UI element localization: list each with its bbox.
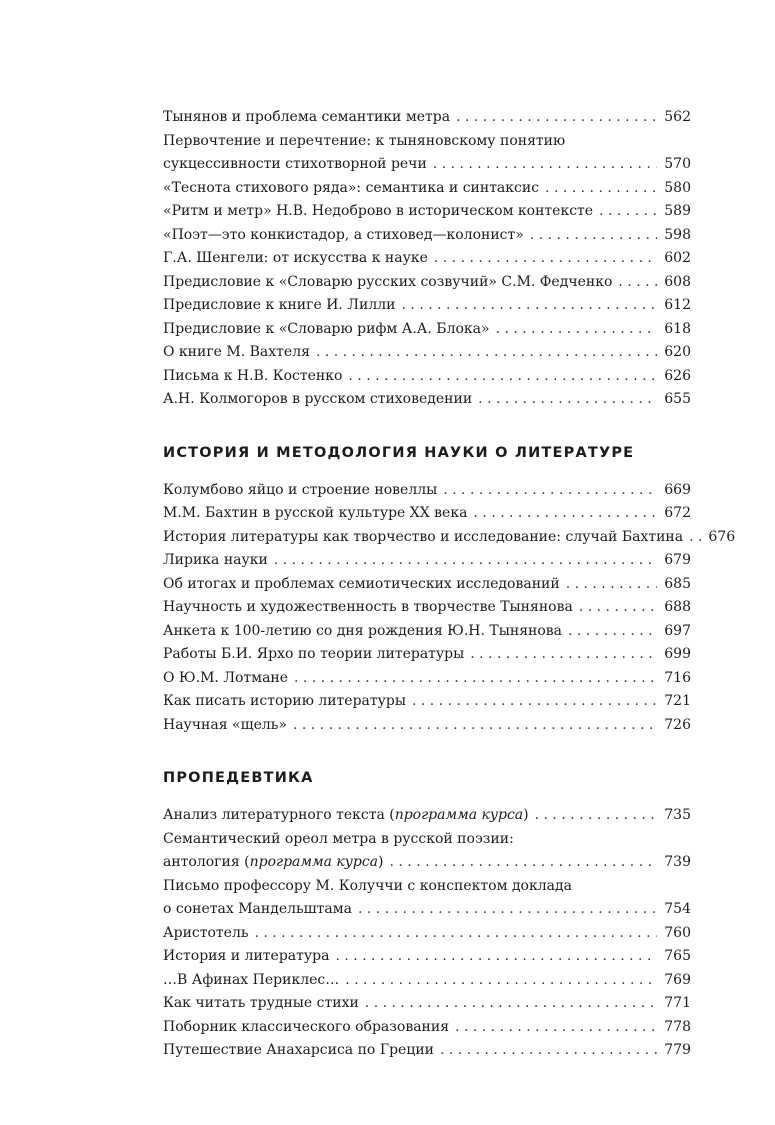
toc-entry-title bbox=[163, 969, 339, 993]
page-number: 760 bbox=[664, 924, 691, 941]
toc-entry bbox=[163, 247, 691, 271]
page-number: 598 bbox=[664, 226, 691, 243]
toc-entry-title-text: Предисловие к «Словарю рифм А.А. Блока» bbox=[163, 320, 490, 337]
toc-entry bbox=[163, 549, 691, 573]
table-of-contents bbox=[163, 106, 736, 1063]
page-number: 771 bbox=[664, 995, 691, 1011]
toc-entry-title-text: Анкета к 100-летию со дня рождения Ю.Н. Тынянова bbox=[163, 622, 563, 639]
section-title: ИСТОРИЯ И МЕТОДОЛОГИЯ НАУКИ О ЛИТЕРАТУРЕ bbox=[163, 444, 635, 461]
toc-entry-title-text: Г.А. Шенгели: от искусства к науке bbox=[163, 250, 428, 266]
toc-entry bbox=[163, 992, 691, 1016]
page-number: 726 bbox=[664, 716, 691, 733]
toc-entry-title bbox=[163, 341, 310, 365]
page-number: 620 bbox=[664, 344, 691, 360]
page-number: 769 bbox=[664, 971, 691, 988]
page-number: 655 bbox=[664, 391, 691, 407]
toc-entry-row bbox=[163, 247, 691, 271]
toc-entry-title-text: «Ритм и метр» Н.В. Недоброво в историческом контексте bbox=[163, 203, 594, 219]
toc-entry-title bbox=[163, 502, 467, 526]
toc-entry bbox=[163, 667, 691, 691]
toc-entry-title-text: …В Афинах Периклес… bbox=[163, 971, 340, 988]
toc-entry-title bbox=[163, 620, 562, 644]
page-number: 589 bbox=[664, 203, 691, 219]
toc-entry-row bbox=[163, 177, 691, 201]
toc-entry bbox=[163, 945, 691, 969]
toc-entry-title bbox=[163, 945, 329, 969]
toc-entry-title-text: Научная «щель» bbox=[163, 716, 287, 733]
dot-leader bbox=[412, 690, 657, 714]
toc-entry-title bbox=[163, 247, 428, 271]
toc-entry-title-text: антология ( bbox=[163, 854, 250, 870]
toc-entry-row bbox=[163, 922, 691, 946]
toc-entry-row bbox=[163, 365, 691, 389]
page-number: 612 bbox=[664, 297, 691, 313]
toc-entry-row bbox=[163, 1016, 691, 1040]
toc-entry bbox=[163, 596, 691, 620]
dot-leader bbox=[390, 851, 658, 875]
toc-entry-title-text: Аристотель bbox=[163, 924, 249, 941]
toc-entry-row bbox=[163, 318, 691, 342]
toc-entry-title-text: сукцессивности стихотворной речи bbox=[163, 156, 427, 172]
toc-entry bbox=[163, 479, 691, 503]
page-number: 697 bbox=[664, 622, 691, 639]
toc-entry-title bbox=[163, 294, 395, 318]
toc-entry bbox=[163, 200, 691, 224]
dot-leader bbox=[440, 1039, 657, 1063]
toc-entry-row bbox=[163, 573, 691, 597]
dot-leader bbox=[348, 365, 657, 389]
toc-entry-title-text: О книге М. Вахтеля bbox=[163, 344, 310, 360]
toc-section bbox=[163, 804, 691, 1063]
page-number: 716 bbox=[664, 669, 691, 686]
dot-leader bbox=[530, 224, 657, 248]
toc-entry bbox=[163, 690, 691, 714]
toc-entry bbox=[163, 106, 691, 130]
toc-entry-row bbox=[163, 643, 691, 667]
toc-entry-row bbox=[163, 106, 691, 130]
toc-entry-row bbox=[163, 526, 736, 550]
toc-entry bbox=[163, 573, 691, 597]
toc-entry-title-text: «Поэт—это конкистадор, а стиховед—колонист» bbox=[163, 226, 524, 243]
page-number: 669 bbox=[664, 481, 691, 498]
toc-entry-row bbox=[163, 804, 691, 828]
dot-leader bbox=[599, 200, 657, 224]
page-number: 735 bbox=[664, 807, 691, 823]
toc-entry-row bbox=[163, 690, 691, 714]
section-title: ПРОПЕДЕВТИКА bbox=[163, 770, 314, 786]
dot-leader bbox=[433, 153, 657, 177]
toc-entry-title-italic: программа курса bbox=[249, 854, 379, 870]
toc-entry-title-text: Как писать историю литературы bbox=[163, 693, 406, 709]
toc-entry-title bbox=[163, 922, 248, 946]
toc-entry-title bbox=[163, 388, 472, 412]
toc-entry bbox=[163, 969, 691, 993]
section-gap bbox=[163, 737, 691, 751]
toc-entry bbox=[163, 804, 691, 828]
page-number: 618 bbox=[664, 320, 691, 337]
dot-leader bbox=[618, 271, 657, 295]
dot-leader bbox=[496, 318, 657, 342]
toc-entry-title bbox=[163, 526, 683, 550]
dot-leader bbox=[358, 898, 657, 922]
dot-leader bbox=[316, 341, 657, 365]
toc-entry-title bbox=[163, 667, 288, 691]
toc-entry-row bbox=[163, 945, 691, 969]
toc-entry-title-text: о сонетах Мандельштама bbox=[163, 901, 352, 917]
dot-leader bbox=[545, 177, 657, 201]
dot-leader bbox=[579, 596, 657, 620]
page-number: 685 bbox=[664, 575, 691, 592]
dot-leader bbox=[443, 479, 657, 503]
page-number: 570 bbox=[664, 156, 691, 172]
toc-entry bbox=[163, 526, 736, 550]
toc-section bbox=[163, 479, 736, 738]
toc-entry bbox=[163, 714, 691, 738]
toc-section bbox=[163, 106, 691, 412]
page-number: 679 bbox=[664, 552, 691, 568]
toc-entry-title-text: О Ю.М. Лотмане bbox=[163, 669, 289, 686]
toc-entry-row bbox=[163, 200, 691, 224]
toc-entry-title-text: «Теснота стихового ряда»: семантика и синтаксис bbox=[163, 179, 540, 196]
page-number: 721 bbox=[664, 693, 691, 709]
toc-entry-title-text: Предисловие к «Словарю русских созвучий» С.М. Федченко bbox=[163, 273, 613, 290]
dot-leader bbox=[401, 294, 657, 318]
dot-leader bbox=[345, 969, 657, 993]
toc-entry-row bbox=[163, 898, 691, 922]
toc-entry-title-text: Предисловие к книге И. Лилли bbox=[163, 297, 396, 313]
toc-entry-title-text: Работы Б.И. Ярхо по теории литературы bbox=[163, 646, 465, 662]
page-number: 672 bbox=[664, 505, 691, 521]
page-number: 580 bbox=[664, 179, 691, 196]
toc-entry-title bbox=[163, 898, 352, 922]
toc-entry-row bbox=[163, 620, 691, 644]
toc-entry-title-text: Анализ литературного текста ( bbox=[163, 807, 395, 823]
toc-entry-title bbox=[163, 992, 359, 1016]
toc-entry-title-text: Научность и художественность в творчестве Тынянова bbox=[163, 599, 573, 615]
dot-leader bbox=[254, 922, 657, 946]
toc-entry bbox=[163, 177, 691, 201]
toc-entry bbox=[163, 620, 691, 644]
toc-entry-title-text: Как читать трудные стихи bbox=[163, 995, 359, 1011]
toc-entry-title bbox=[163, 177, 539, 201]
toc-entry-row bbox=[163, 851, 691, 875]
dot-leader bbox=[294, 667, 657, 691]
toc-entry-title bbox=[163, 365, 342, 389]
toc-entry-row bbox=[163, 714, 691, 738]
dot-leader bbox=[568, 620, 657, 644]
dot-leader bbox=[455, 1016, 657, 1040]
toc-entry-row bbox=[163, 596, 691, 620]
toc-entry-title bbox=[163, 479, 437, 503]
toc-entry-row bbox=[163, 502, 691, 526]
toc-entry-title bbox=[163, 549, 268, 573]
dot-leader bbox=[434, 247, 657, 271]
toc-entry bbox=[163, 643, 691, 667]
dot-leader bbox=[535, 804, 657, 828]
toc-entry-title-line: Семантический ореол метра в русской поэзии: bbox=[163, 830, 514, 847]
toc-entry-title bbox=[163, 596, 573, 620]
page-number: 562 bbox=[664, 109, 691, 125]
toc-entry-title bbox=[163, 573, 560, 597]
toc-entry bbox=[163, 224, 691, 248]
dot-leader bbox=[478, 388, 657, 412]
toc-entry bbox=[163, 271, 691, 295]
dot-leader bbox=[473, 502, 657, 526]
toc-entry-title bbox=[163, 271, 612, 295]
toc-entry-title bbox=[163, 200, 593, 224]
toc-entry bbox=[163, 1039, 691, 1063]
toc-entry-title bbox=[163, 1016, 449, 1040]
dot-leader bbox=[335, 945, 657, 969]
page-number: 779 bbox=[664, 1042, 691, 1058]
toc-entry-title bbox=[163, 714, 287, 738]
toc-entry-title-text: Об итогах и проблемах семиотических исследований bbox=[163, 575, 560, 592]
page-number: 676 bbox=[708, 528, 736, 545]
page-number: 688 bbox=[664, 599, 691, 615]
toc-entry-title bbox=[163, 1039, 434, 1063]
toc-entry bbox=[163, 388, 691, 412]
toc-entry-title-text: Поборник классического образования bbox=[163, 1018, 450, 1035]
toc-entry-row bbox=[163, 271, 691, 295]
toc-entry-title-text: М.М. Бахтин в русской культуре XX века bbox=[163, 505, 468, 521]
toc-entry-row bbox=[163, 153, 691, 177]
toc-entry bbox=[163, 828, 691, 875]
toc-entry-title bbox=[163, 106, 450, 130]
page-number: 778 bbox=[664, 1018, 691, 1035]
toc-entry-row bbox=[163, 969, 691, 993]
toc-entry-title-text: Колумбово яйцо и строение новеллы bbox=[163, 481, 438, 498]
toc-entry-title-text: А.Н. Колмогоров в русском стиховедении bbox=[163, 391, 473, 407]
page-number: 699 bbox=[664, 646, 691, 662]
toc-entry-row bbox=[163, 549, 691, 573]
toc-entry bbox=[163, 365, 691, 389]
toc-entry bbox=[163, 130, 691, 177]
toc-entry-title bbox=[163, 318, 490, 342]
dot-leader bbox=[470, 643, 657, 667]
toc-entry-title-text: Письма к Н.В. Костенко bbox=[163, 367, 343, 384]
toc-entry-row bbox=[163, 992, 691, 1016]
toc-entry-row bbox=[163, 667, 691, 691]
dot-leader bbox=[274, 549, 657, 573]
toc-entry-title-text: Тынянов и проблема семантики метра bbox=[163, 109, 451, 125]
toc-entry-title-text: История и литература bbox=[163, 948, 330, 964]
page-number: 602 bbox=[664, 250, 691, 266]
toc-entry-title-line: Письмо профессору М. Колуччи с конспектом доклада bbox=[163, 877, 572, 894]
toc-entry-title bbox=[163, 224, 524, 248]
toc-entry-title-italic: программа курса bbox=[394, 807, 524, 823]
toc-entry bbox=[163, 1016, 691, 1040]
dot-leader bbox=[456, 106, 657, 130]
toc-entry bbox=[163, 922, 691, 946]
page-number: 754 bbox=[664, 901, 691, 917]
toc-entry-row bbox=[163, 388, 691, 412]
toc-entry-title bbox=[163, 153, 427, 177]
toc-entry-title-suffix: ) bbox=[378, 854, 384, 870]
toc-entry bbox=[163, 318, 691, 342]
page-number: 608 bbox=[664, 273, 691, 290]
toc-entry-title-text: История литературы как творчество и исследование: случай Бахтина bbox=[163, 528, 684, 545]
toc-entry bbox=[163, 294, 691, 318]
dot-leader bbox=[566, 573, 657, 597]
page-number: 739 bbox=[664, 854, 691, 870]
toc-entry-title bbox=[163, 851, 384, 875]
toc-entry-title-line: Первочтение и перечтение: к тыняновскому понятию bbox=[163, 132, 566, 149]
toc-entry-row bbox=[163, 341, 691, 365]
toc-entry-title bbox=[163, 804, 529, 828]
toc-entry bbox=[163, 502, 691, 526]
toc-entry bbox=[163, 341, 691, 365]
dot-leader bbox=[365, 992, 657, 1016]
toc-entry-row bbox=[163, 479, 691, 503]
toc-entry-row bbox=[163, 294, 691, 318]
dot-leader bbox=[689, 526, 701, 550]
toc-entry bbox=[163, 875, 691, 922]
page-number: 765 bbox=[664, 948, 691, 964]
toc-entry-title-text: Лирика науки bbox=[163, 552, 268, 568]
toc-entry-row bbox=[163, 1039, 691, 1063]
page-number: 626 bbox=[664, 367, 691, 384]
toc-entry-title-text: Путешествие Анахарсиса по Греции bbox=[163, 1042, 434, 1058]
dot-leader bbox=[293, 714, 657, 738]
toc-entry-title bbox=[163, 690, 406, 714]
toc-entry-row bbox=[163, 224, 691, 248]
section-gap bbox=[163, 412, 691, 426]
toc-entry-title bbox=[163, 643, 464, 667]
toc-entry-title-suffix: ) bbox=[523, 807, 529, 823]
